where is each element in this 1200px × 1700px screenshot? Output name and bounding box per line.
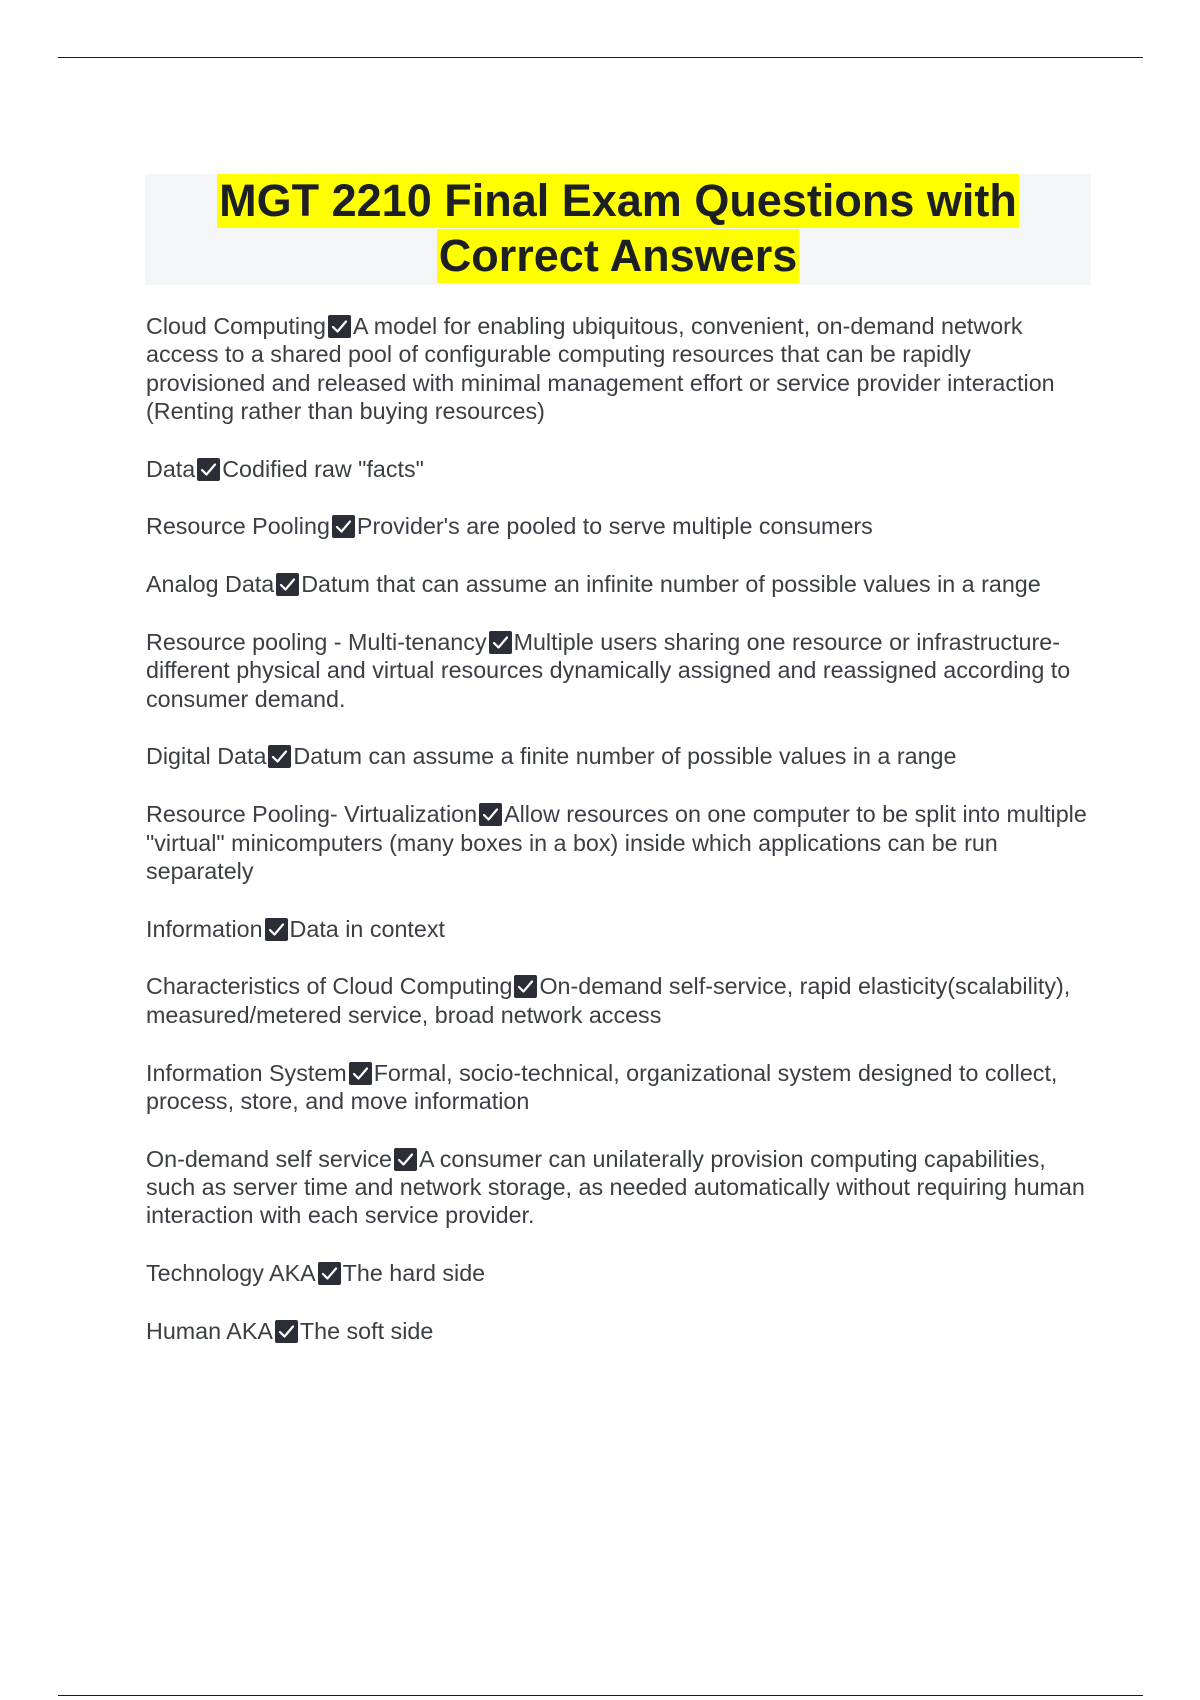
document-title [145, 174, 1091, 285]
qa-term: Cloud Computing [146, 313, 327, 339]
title-line-2: Correct Answers [438, 230, 798, 281]
qa-definition: A model for enabling ubiquitous, convenient, on-demand network access to a shared pool of configurable computing resources that can be rapidly provisioned and released with minimal management effort or service provider interaction (Renting rather than buying resources) [146, 313, 1055, 424]
qa-definition: Provider's are pooled to serve multiple consumers [356, 513, 873, 540]
qa-term: Technology AKA [146, 1260, 316, 1287]
qa-term: Information [146, 915, 263, 942]
top-rule [58, 57, 1143, 58]
qa-term: Data [146, 455, 196, 482]
check-square-icon [275, 1320, 298, 1343]
qa-definition: Allow resources on one computer to be split into multiple "virtual" minicomputers (many boxes in a box) inside which applications can be run separately [146, 801, 1087, 884]
check-square-icon [514, 975, 537, 998]
qa-item [146, 800, 1091, 885]
qa-term: Resource Pooling- Virtualization [146, 801, 478, 828]
qa-item [146, 1145, 1091, 1230]
qa-item [146, 742, 1091, 770]
check-square-icon [197, 458, 220, 481]
qa-item [146, 972, 1091, 1029]
qa-item [146, 312, 1091, 425]
check-square-icon [328, 315, 351, 338]
title-line-1: MGT 2210 Final Exam Questions with [219, 175, 1017, 226]
qa-definition: Data in context [289, 915, 445, 942]
qa-list [146, 312, 1091, 1375]
qa-definition: Datum can assume a finite number of possible values in a range [293, 743, 957, 770]
qa-term: Information System [146, 1059, 347, 1086]
check-square-icon [332, 515, 355, 538]
check-square-icon [489, 631, 512, 654]
qa-item [146, 915, 1091, 943]
check-square-icon [479, 803, 502, 826]
bottom-rule [58, 1695, 1143, 1696]
qa-term: Resource pooling - Multi-tenancy [146, 629, 487, 656]
qa-item [146, 1317, 1091, 1345]
qa-item [146, 628, 1091, 713]
qa-definition: The soft side [299, 1317, 434, 1344]
qa-item [146, 1059, 1091, 1116]
qa-definition: On-demand self-service, rapid elasticity(scalability), measured/metered service, broad network access [146, 973, 1071, 1028]
qa-item [146, 512, 1091, 540]
qa-definition: A consumer can unilaterally provision computing capabilities, such as server time and network storage, as needed automatically without requiring human interaction with each service provider. [146, 1145, 1085, 1229]
check-square-icon [349, 1062, 372, 1085]
qa-term: Resource Pooling [146, 513, 330, 540]
qa-definition: Formal, socio-technical, organizational system designed to collect, process, store, and move information [146, 1059, 1058, 1114]
qa-definition: Multiple users sharing one resource or infrastructure-different physical and virtual resources dynamically assigned and reassigned according to consumer demand. [146, 629, 1071, 712]
check-square-icon [268, 745, 291, 768]
qa-definition: The hard side [342, 1260, 486, 1287]
qa-term: Characteristics of Cloud Computing [146, 973, 513, 1000]
qa-term: Analog Data [146, 571, 275, 598]
qa-definition: Datum that can assume an infinite number of possible values in a range [301, 571, 1041, 598]
check-square-icon [265, 918, 288, 941]
qa-definition: Codified raw "facts" [222, 455, 424, 482]
qa-term: Human AKA [146, 1317, 273, 1344]
qa-term: On-demand self service [146, 1145, 393, 1172]
qa-item [146, 455, 1091, 483]
qa-item [146, 1259, 1091, 1287]
check-square-icon [394, 1148, 417, 1171]
qa-item [146, 570, 1091, 598]
check-square-icon [318, 1262, 341, 1285]
check-square-icon [276, 573, 299, 596]
qa-term: Digital Data [146, 743, 267, 770]
